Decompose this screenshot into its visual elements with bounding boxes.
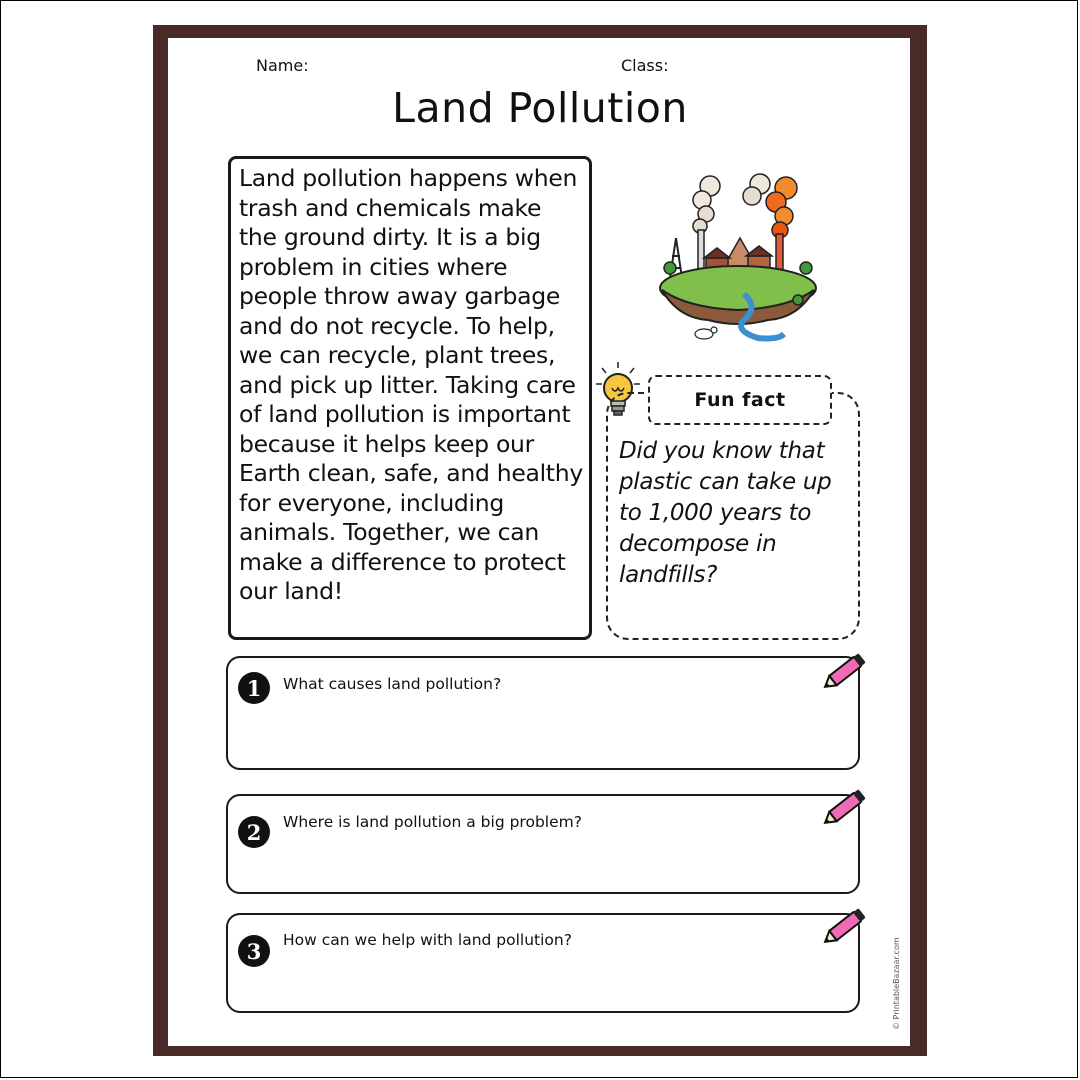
question-text-2: Where is land pollution a big problem? <box>283 813 582 831</box>
answer-box-3[interactable] <box>226 913 860 1013</box>
question-text-1: What causes land pollution? <box>283 675 502 693</box>
reading-passage: Land pollution happens when trash and chemicals make the ground dirty. It is a big problem in cities where people throw away garbage and do not recycle. To help, we can recycle, plant trees, and pick up litter. Taking care of land pollution is important because it helps keep our Earth clean, safe, and healthy for everyone, including animals. Together, we can make a difference to protect our land! <box>228 156 592 640</box>
pencil-icon <box>818 650 870 694</box>
fun-fact-text: Did you know that plastic can take up to 1,000 years to decompose in landfills? <box>619 438 832 588</box>
question-number-3: 3 <box>238 935 270 967</box>
copyright-text: © PrintableBazaar.com <box>892 937 901 1030</box>
answer-box-2[interactable] <box>226 794 860 894</box>
pencil-icon <box>818 786 870 830</box>
question-text-3: How can we help with land pollution? <box>283 931 572 949</box>
polluted-land-illustration <box>648 168 828 348</box>
question-number-2: 2 <box>238 816 270 848</box>
fun-fact-label: Fun fact <box>648 375 832 425</box>
page-title: Land Pollution <box>392 84 688 132</box>
pencil-icon <box>818 905 870 949</box>
name-label: Name: <box>256 56 309 75</box>
question-number-1: 1 <box>238 672 270 704</box>
answer-box-1[interactable] <box>226 656 860 770</box>
class-label: Class: <box>621 56 669 75</box>
